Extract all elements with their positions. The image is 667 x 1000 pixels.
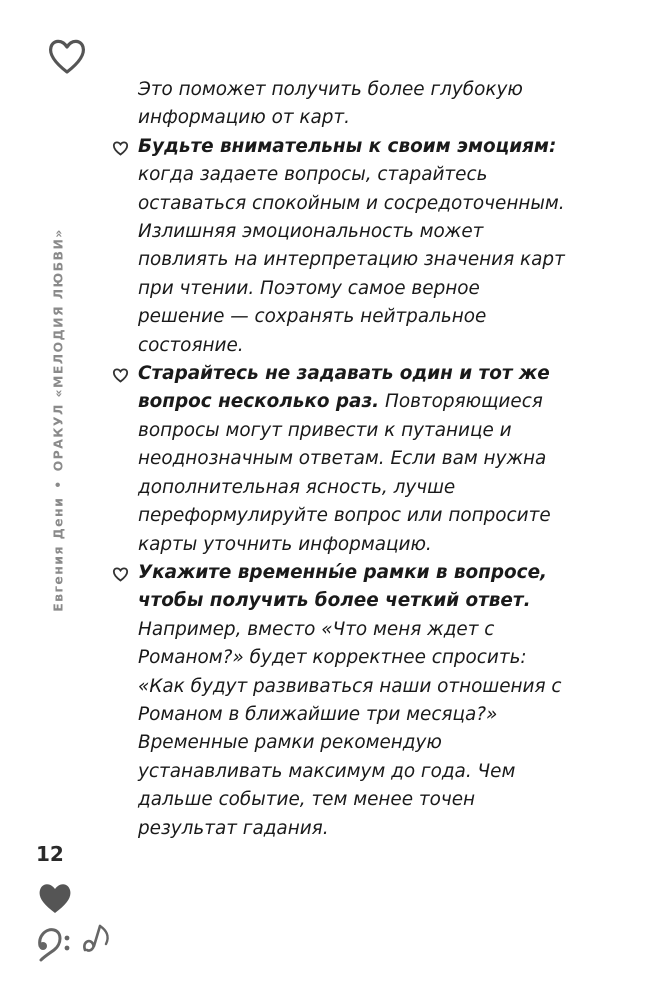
list-item — [108, 133, 570, 360]
page-content — [108, 76, 570, 843]
list-item — [108, 559, 570, 843]
heart-bullet-icon — [112, 566, 129, 582]
item-heading: Будьте внимательны к своим эмоциям: — [138, 135, 557, 157]
book-title: ОРАКУЛ «МЕЛОДИЯ ЛЮБВИ» — [50, 228, 66, 472]
page-number: 12 — [36, 842, 64, 866]
header-separator: • — [50, 479, 66, 489]
heart-filled-icon — [36, 880, 74, 916]
running-header — [51, 228, 66, 612]
music-clef-icon — [30, 916, 130, 972]
item-text: когда задаете вопросы, старайтесь оставаться спокойным и сосредоточенным. Излишняя эмоциональность может повлиять на интерпретацию значения карт при чтении. Поэтому самое верное решение — сохранять нейтральное состояние. — [138, 164, 565, 356]
item-text: Например, вместо «Что меня ждет с Романом?» будет корректнее спросить: «Как будут развиваться наши отношения с Романом в ближайшие три месяца?» Временные рамки рекомендую устанавливать максимум до года. Чем дальше событие, тем менее точен результат гадания. — [138, 618, 562, 839]
heart-bullet-icon — [112, 367, 129, 383]
heart-bullet-icon — [112, 140, 129, 156]
list-item — [108, 360, 570, 559]
author-name: Евгения Дени — [50, 496, 66, 612]
heart-outline-icon — [46, 36, 88, 76]
item-heading: Старайтесь не задавать один и тот же вопрос несколько раз. — [138, 363, 550, 413]
item-heading: Укажите временны́е рамки в вопросе, чтобы получить более четкий ответ. — [138, 561, 548, 612]
item-text: Повторяющиеся вопросы могут привести к путанице и неоднозначным ответам. Если вам нужна дополнительная ясность, лучше переформулируйте вопрос или попросите карты уточнить информацию. — [138, 391, 551, 555]
intro-paragraph: Это поможет получить более глубокую информацию от карт. — [138, 79, 523, 129]
